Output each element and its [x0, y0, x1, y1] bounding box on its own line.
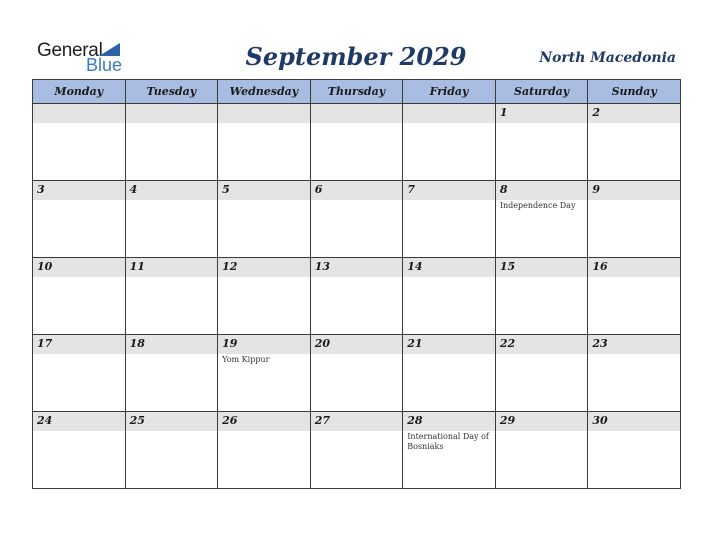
- holiday-label: Independence Day: [499, 201, 576, 210]
- day-number: 30: [592, 414, 608, 427]
- day-number-bar: [126, 258, 218, 277]
- weekday-header-wednesday: Wednesday: [218, 80, 311, 104]
- day-number-bar: [126, 181, 218, 200]
- week-row: [33, 258, 681, 335]
- day-number: 19: [222, 337, 238, 350]
- day-number-bar: [403, 181, 495, 200]
- day-number-bar: [403, 335, 495, 354]
- day-number-bar: [311, 181, 403, 200]
- day-cell: [33, 335, 126, 412]
- week-row: [33, 104, 681, 181]
- day-number-bar: [588, 412, 680, 431]
- day-cell: [125, 104, 218, 181]
- weekday-header-monday: Monday: [33, 80, 126, 104]
- day-number-bar: [33, 258, 125, 277]
- day-cell: [495, 412, 588, 489]
- day-cell: [33, 412, 126, 489]
- day-number: 16: [592, 260, 608, 273]
- day-number: 24: [37, 414, 53, 427]
- day-cell: [33, 104, 126, 181]
- day-number: 14: [407, 260, 423, 273]
- day-number: 25: [129, 414, 145, 427]
- day-cell: [588, 335, 681, 412]
- day-number: 6: [314, 183, 323, 196]
- day-number-bar: [218, 181, 310, 200]
- day-number-bar: [218, 335, 310, 354]
- weekday-header-tuesday: Tuesday: [125, 80, 218, 104]
- calendar-title: September 2029: [245, 42, 467, 71]
- weekday-header-friday: Friday: [403, 80, 496, 104]
- day-number-bar: [588, 335, 680, 354]
- day-number-bar: [218, 104, 310, 123]
- day-number-bar: [218, 412, 310, 431]
- day-cell: [403, 181, 496, 258]
- weekday-header-sunday: Sunday: [588, 80, 681, 104]
- day-number: 9: [592, 183, 601, 196]
- day-cell: [125, 412, 218, 489]
- week-row: [33, 335, 681, 412]
- day-number: 8: [499, 183, 508, 196]
- day-number: 5: [222, 183, 230, 196]
- day-cell: [310, 335, 403, 412]
- day-number: 12: [222, 260, 238, 273]
- day-cell: [403, 335, 496, 412]
- day-cell: [403, 258, 496, 335]
- day-number-bar: [126, 335, 218, 354]
- day-number: 4: [129, 183, 138, 196]
- day-number-bar: [126, 104, 218, 123]
- day-number-bar: [588, 258, 680, 277]
- day-number: 10: [37, 260, 53, 273]
- day-number-bar: [33, 412, 125, 431]
- day-number: 11: [129, 260, 145, 273]
- day-number-bar: [496, 258, 588, 277]
- day-number-bar: [126, 412, 218, 431]
- day-number-bar: [496, 181, 588, 200]
- day-cell: [218, 104, 311, 181]
- day-cell: [403, 412, 496, 489]
- day-cell: [310, 412, 403, 489]
- day-number: 22: [499, 337, 516, 350]
- day-cell: [310, 258, 403, 335]
- day-number: 23: [592, 337, 608, 350]
- day-number-bar: [33, 104, 125, 123]
- day-cell: [125, 181, 218, 258]
- day-cell: [495, 181, 588, 258]
- day-number-bar: [496, 412, 588, 431]
- weekday-header-thursday: Thursday: [310, 80, 403, 104]
- day-number-bar: [311, 412, 403, 431]
- day-cell: [310, 104, 403, 181]
- day-number: 21: [407, 337, 423, 350]
- day-number-bar: [496, 335, 588, 354]
- logo-text-general: General: [37, 40, 103, 61]
- day-number: 27: [314, 414, 330, 427]
- day-number-bar: [311, 335, 403, 354]
- day-cell: [495, 104, 588, 181]
- day-cell: [218, 258, 311, 335]
- week-row: [33, 181, 681, 258]
- day-number-bar: [311, 104, 403, 123]
- day-number: 17: [37, 337, 53, 350]
- day-number: 3: [37, 183, 45, 196]
- day-cell: [588, 258, 681, 335]
- day-number-bar: [588, 104, 680, 123]
- day-number: 18: [129, 337, 145, 350]
- day-number: 20: [314, 337, 330, 350]
- week-row: [33, 412, 681, 489]
- day-number-bar: [588, 181, 680, 200]
- day-number: 13: [314, 260, 330, 273]
- day-cell: [588, 181, 681, 258]
- day-number: 2: [592, 106, 601, 119]
- day-cell: [495, 258, 588, 335]
- day-number-bar: [403, 412, 495, 431]
- day-number-bar: [311, 258, 403, 277]
- day-cell: [33, 258, 126, 335]
- day-cell: [588, 412, 681, 489]
- day-cell: [310, 181, 403, 258]
- day-cell: [403, 104, 496, 181]
- day-number-bar: [33, 335, 125, 354]
- day-cell: [125, 258, 218, 335]
- day-cell: [588, 104, 681, 181]
- generalblue-logo: [37, 40, 127, 74]
- calendar-grid: [32, 79, 681, 489]
- day-number: 7: [407, 183, 415, 196]
- day-number-bar: [33, 181, 125, 200]
- day-cell: [33, 181, 126, 258]
- day-cell: [218, 412, 311, 489]
- holiday-label: International Day of Bosniaks: [407, 432, 489, 451]
- day-number: 29: [499, 414, 516, 427]
- holiday-label: Yom Kippur: [222, 355, 270, 364]
- day-number: 15: [499, 260, 516, 273]
- calendar-body: [33, 104, 681, 489]
- day-number-bar: [496, 104, 588, 123]
- logo-text-blue: Blue: [86, 55, 123, 75]
- day-number: 1: [499, 106, 508, 119]
- day-number-bar: [218, 258, 310, 277]
- day-cell: [495, 335, 588, 412]
- day-cell: [125, 335, 218, 412]
- day-number: 26: [222, 414, 238, 427]
- country-name: North Macedonia: [539, 50, 676, 66]
- day-number: 28: [407, 414, 423, 427]
- day-number-bar: [403, 258, 495, 277]
- weekday-header-saturday: Saturday: [495, 80, 588, 104]
- day-cell: [218, 335, 311, 412]
- day-number-bar: [403, 104, 495, 123]
- weekday-header-row: [33, 80, 681, 104]
- day-cell: [218, 181, 311, 258]
